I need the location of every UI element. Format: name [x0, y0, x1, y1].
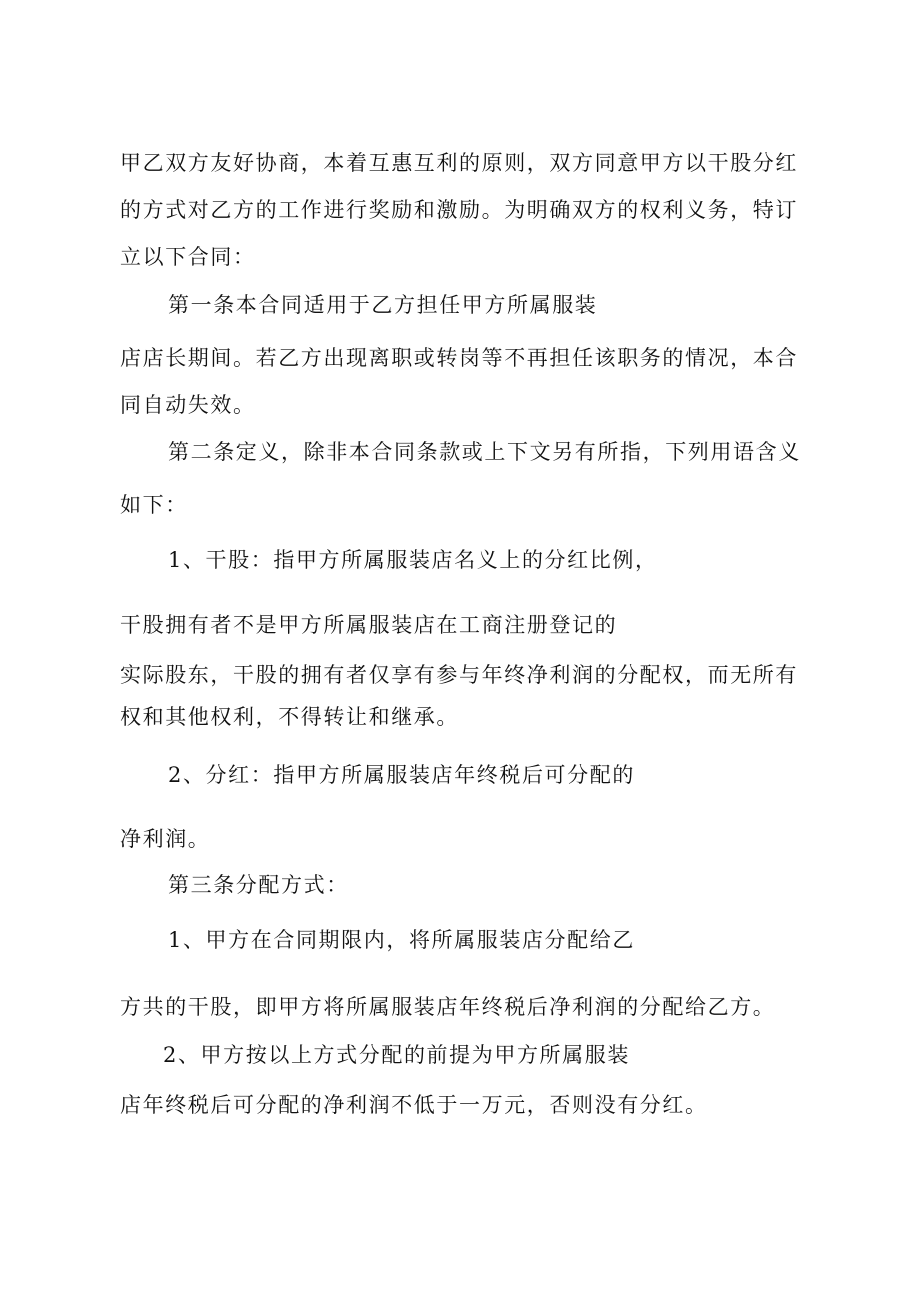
- paragraph-line: 实际股东，干股的拥有者仅享有参与年终净利润的分配权，而无所有: [120, 663, 798, 687]
- list-item-line: 1、甲方在合同期限内，将所属服装店分配给乙: [168, 928, 635, 952]
- paragraph-line: 方共的干股，即甲方将所属服装店年终税后净利润的分配给乙方。: [120, 995, 776, 1019]
- paragraph-line: 的方式对乙方的工作进行奖励和激励。为明确双方的权利义务，特订: [120, 198, 798, 222]
- paragraph-line: 同自动失效。: [120, 393, 256, 417]
- list-item-line: 1、干股：指甲方所属服装店名义上的分红比例，: [168, 548, 658, 572]
- clause-heading-line: 第三条分配方式：: [168, 873, 349, 897]
- paragraph-line: 甲乙双方友好协商，本着互惠互利的原则，双方同意甲方以干股分红: [120, 151, 798, 175]
- clause-heading-line: 第一条本合同适用于乙方担任甲方所属服装: [168, 293, 598, 317]
- paragraph-line: 如下：: [120, 493, 188, 517]
- paragraph-line: 干股拥有者不是甲方所属服装店在工商注册登记的: [120, 613, 618, 637]
- paragraph-line: 店年终税后可分配的净利润不低于一万元，否则没有分红。: [120, 1093, 708, 1117]
- list-item-line: 2、分红：指甲方所属服装店年终税后可分配的: [168, 763, 635, 787]
- paragraph-line: 立以下合同：: [120, 245, 256, 269]
- paragraph-line: 净利润。: [120, 827, 211, 851]
- clause-heading-line: 第二条定义，除非本合同条款或上下文另有所指，下列用语含义: [168, 440, 801, 464]
- paragraph-line: 店店长期间。若乙方出现离职或转岗等不再担任该职务的情况，本合: [120, 346, 798, 370]
- list-item-line: 2、甲方按以上方式分配的前提为甲方所属服装: [163, 1043, 630, 1067]
- paragraph-line: 权和其他权利，不得转让和继承。: [120, 705, 459, 729]
